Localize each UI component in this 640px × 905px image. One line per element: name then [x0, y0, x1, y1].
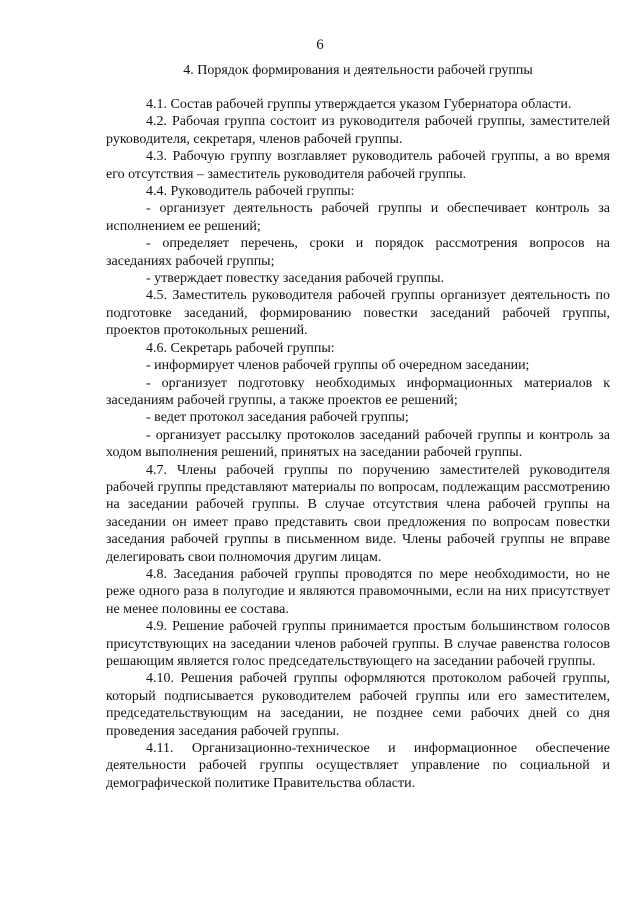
list-item-leader-determines: - определяет перечень, сроки и порядок рассмотрения вопросов на заседаниях рабочей группы; [106, 236, 610, 269]
paragraph-4-2: 4.2. Рабочая группа состоит из руководителя рабочей группы, заместителей руководителя, секретаря, членов рабочей группы. [106, 114, 610, 147]
paragraph-4-6: 4.6. Секретарь рабочей группы: [146, 340, 335, 356]
list-item-secretary-prepares: - организует подготовку необходимых информационных материалов к заседаниям рабочей группы, а также проектов ее решений; [106, 375, 610, 408]
list-item-leader-organizes: - организует деятельность рабочей группы и обеспечивает контроль за исполнением ее решений; [106, 201, 610, 234]
document-body [106, 96, 610, 792]
page-number: 6 [316, 37, 324, 53]
paragraph-4-1: 4.1. Состав рабочей группы утверждается указом Губернатора области. [146, 97, 572, 112]
paragraph-4-9: 4.9. Решение рабочей группы принимается простым большинством голосов присутствующих на заседании членов рабочей группы. В случае равенства голосов решающим является голос председательствующего на заседании рабочей группы. [106, 619, 610, 669]
paragraph-4-8: 4.8. Заседания рабочей группы проводятся по мере необходимости, но не реже одного раза в полугодие и являются правомочными, если на них присутствует не менее половины ее состава. [106, 566, 610, 617]
paragraph-4-5: 4.5. Заместитель руководителя рабочей группы организует деятельность по подготовке заседаний, формированию повестки заседаний рабочей группы, проектов протокольных решений. [106, 288, 610, 339]
section-heading: 4. Порядок формирования и деятельности рабочей группы [183, 63, 533, 78]
list-item-secretary-minutes: - ведет протокол заседания рабочей группы; [146, 410, 409, 426]
list-item-leader-approves: - утверждает повестку заседания рабочей группы. [146, 271, 444, 287]
list-item-secretary-informs: - информирует членов рабочей группы об очередном заседании; [146, 358, 530, 374]
paragraph-4-11: 4.11. Организационно-техническое и информационное обеспечение деятельности рабочей группы осуществляет управление по социальной и демографической политике Правительства области. [106, 741, 610, 791]
paragraph-4-3: 4.3. Рабочую группу возглавляет руководитель рабочей группы, а во время его отсутствия – заместитель руководителя рабочей группы. [106, 149, 610, 182]
paragraph-4-10: 4.10. Решения рабочей группы оформляются протоколом рабочей группы, который подписывается руководителем рабочей группы или его заместителем, председательствующим на заседании, не позднее семи рабочих дней со дня проведения заседания рабочей группы. [106, 671, 610, 739]
paragraph-4-4: 4.4. Руководитель рабочей группы: [146, 184, 355, 200]
list-item-secretary-distributes: - организует рассылку протоколов заседаний рабочей группы и контроль за ходом выполнения решений, принятых на заседании рабочей группы. [106, 427, 610, 461]
paragraph-4-7: 4.7. Члены рабочей группы по поручению заместителей руководителя рабочей группы представляют материалы по вопросам, подлежащим рассмотрению на заседании рабочей группы. В случае отсутствия члена рабочей группы на заседании он имеет право представить свои предложения по вопросам повестки заседания рабочей группы в письменном виде. Члены рабочей группы не вправе делегировать свои полномочия другим лицам. [106, 462, 610, 565]
